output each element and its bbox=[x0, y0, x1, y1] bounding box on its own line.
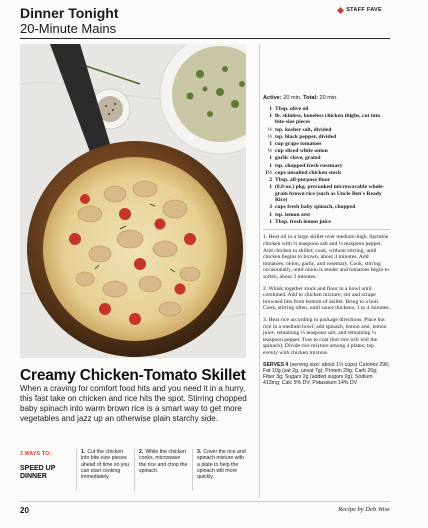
recipe-step: 2. Whisk together stock and flour in a bowl until combined. Add to chicken mixture; stir and scrape browned bits from bottom of skillet. Bring to a boil. Cook, stirring often, until sauce thickens, 3 to 4 minutes. bbox=[263, 285, 390, 312]
ingredient-text: Tbsp. olive oil bbox=[275, 105, 309, 112]
section-subtitle: 20-Minute Mains bbox=[20, 21, 117, 36]
page-number: 20 bbox=[20, 506, 29, 515]
tip-text: Cut the chicken into bite-size pieces ahead of time so you can start cooking immediately. bbox=[81, 449, 130, 481]
cook-times bbox=[263, 95, 390, 102]
ingredient bbox=[263, 106, 390, 113]
total-time: 20 min. bbox=[319, 95, 338, 101]
recipe-title: Creamy Chicken-Tomato Skillet bbox=[20, 367, 246, 384]
ingredient-qty: 1 bbox=[269, 162, 272, 169]
ingredient bbox=[263, 184, 390, 204]
ingredient-qty: ½ bbox=[267, 133, 272, 140]
tips-label: 3 WAYS TO: bbox=[20, 451, 52, 457]
tip-item bbox=[134, 449, 188, 491]
ingredient bbox=[263, 212, 390, 219]
ingredient-text: garlic clove, grated bbox=[275, 155, 321, 162]
recipe-step: 3. Heat rice according to package directions. Place hot rice in a medium bowl; add spinach, lemon zest, lemon juice, remaining ¼ teaspoon salt, and remaining ¼ teaspoon pepper. Toss to coat (hot rice will wilt the spinach). Divide rice mixture among 4 plates; top evenly with chicken mixture. bbox=[263, 316, 387, 356]
header-divider bbox=[20, 38, 390, 39]
ingredient bbox=[263, 113, 390, 126]
ingredient-qty: 1 bbox=[269, 184, 272, 191]
recipe-column bbox=[263, 95, 390, 386]
ingredient-qty: 1 bbox=[269, 112, 272, 119]
page-header bbox=[20, 6, 119, 36]
tip-text: Cover the rice and spinach mixture with a plate to help the spinach wilt more quickly. bbox=[197, 449, 246, 481]
ingredient-text: cups fresh baby spinach, chopped bbox=[275, 204, 356, 211]
total-label: Total: bbox=[303, 95, 318, 101]
tip-number: 2. bbox=[139, 449, 144, 455]
staff-fave-badge bbox=[338, 7, 382, 13]
ingredient-qty: 1 bbox=[269, 218, 272, 225]
recipe-intro: When a craving for comfort food hits and you need it in a hurry, this fast take on chicken and rice hits the spot. Stirring chopped baby spinach into warm brown rice is a smart way to get more vegetables and jazz up an otherwise plain starchy side. bbox=[20, 384, 247, 424]
ingredient-text: Tbsp. fresh lemon juice bbox=[275, 218, 331, 225]
diamond-icon bbox=[337, 6, 344, 13]
dish-photo bbox=[20, 44, 246, 358]
tip-item bbox=[192, 449, 246, 491]
ingredient-qty: 3 bbox=[269, 204, 272, 211]
serves-text: (serving size: about 1⅓ cups) Calories 296; Fat 10g (sat 2g, unsat 7g); Protein 29g; Carb 26g; Fiber 3g; Sugars 2g (added sugars 0g); Sodium 413mg; Calc 5% DV; Potassium 14% DV bbox=[263, 361, 390, 387]
ingredient-text: cup grape tomatoes bbox=[275, 140, 322, 147]
ingredient-qty: 1½ bbox=[265, 169, 272, 176]
ingredient bbox=[263, 141, 390, 148]
ingredient-text: cup sliced white onion bbox=[275, 148, 328, 155]
ingredient bbox=[263, 148, 390, 155]
ingredient bbox=[263, 127, 390, 134]
ingredient-qty: 1 bbox=[269, 155, 272, 162]
ingredient-qty: ½ bbox=[267, 126, 272, 133]
skillet-illustration bbox=[20, 44, 246, 358]
tip-number: 3. bbox=[197, 449, 202, 455]
tip-item bbox=[76, 449, 130, 491]
ingredient-qty: ½ bbox=[267, 148, 272, 155]
ingredients-divider bbox=[263, 229, 390, 230]
ingredient-qty: 1 bbox=[269, 140, 272, 147]
tips-heading: SPEED UP DINNER bbox=[20, 465, 56, 480]
ingredient-text: tsp. black pepper, divided bbox=[275, 133, 337, 140]
recipe-credit: Recipe by Deb Wise bbox=[338, 506, 390, 513]
ingredient-qty: 1 bbox=[269, 105, 272, 112]
ingredient-text: (8.8-oz.) pkg. precooked microwavable whole-grain brown rice (such as Uncle Ben's Ready Rice) bbox=[275, 184, 385, 204]
ingredient bbox=[263, 134, 390, 141]
ingredient-list bbox=[263, 106, 390, 226]
column-divider bbox=[259, 44, 260, 498]
ingredient-text: tsp. lemon zest bbox=[275, 211, 310, 218]
ingredient bbox=[263, 177, 390, 184]
active-label: Active: bbox=[263, 95, 282, 101]
recipe-step: 1. Heat oil in a large skillet over medium-high. Sprinkle chicken with ¼ teaspoon salt and ¼ teaspoon pepper. Add chicken to skillet; cook, without stirring, until chicken begins to brown, about 4 minutes. Add tomatoes, onion, garlic, and rosemary. Cook, stirring occasionally, until onion is tender and tomatoes begin to soften, about 3 minutes. bbox=[263, 234, 389, 280]
ingredient bbox=[263, 170, 390, 177]
badge-label: STAFF FAVE bbox=[346, 7, 382, 13]
ingredient-text: tsp. kosher salt, divided bbox=[275, 126, 332, 133]
speed-up-tips bbox=[20, 449, 248, 499]
ingredient bbox=[263, 163, 390, 170]
tip-text: While the chicken cooks, microwave the rice and chop the spinach. bbox=[139, 449, 188, 474]
ingredient bbox=[263, 219, 390, 226]
recipe-steps bbox=[263, 234, 390, 356]
active-time: 20 min. bbox=[283, 95, 302, 101]
section-title: Dinner Tonight bbox=[20, 5, 119, 21]
ingredient-qty: 2 bbox=[269, 176, 272, 183]
nutrition-info bbox=[263, 362, 390, 387]
serves-label: SERVES 4 bbox=[263, 361, 289, 368]
ingredient-text: tsp. chopped fresh rosemary bbox=[275, 162, 343, 169]
ingredient-text: lb. skinless, boneless chicken thighs, cut into bite-size pieces bbox=[275, 112, 381, 126]
tip-number: 1. bbox=[81, 449, 86, 455]
footer-divider bbox=[20, 501, 390, 502]
ingredient bbox=[263, 204, 390, 211]
ingredient-text: cups unsalted chicken stock bbox=[275, 169, 342, 176]
ingredient-text: Tbsp. all-purpose flour bbox=[275, 176, 331, 183]
ingredient bbox=[263, 155, 390, 162]
ingredient-qty: 1 bbox=[269, 211, 272, 218]
